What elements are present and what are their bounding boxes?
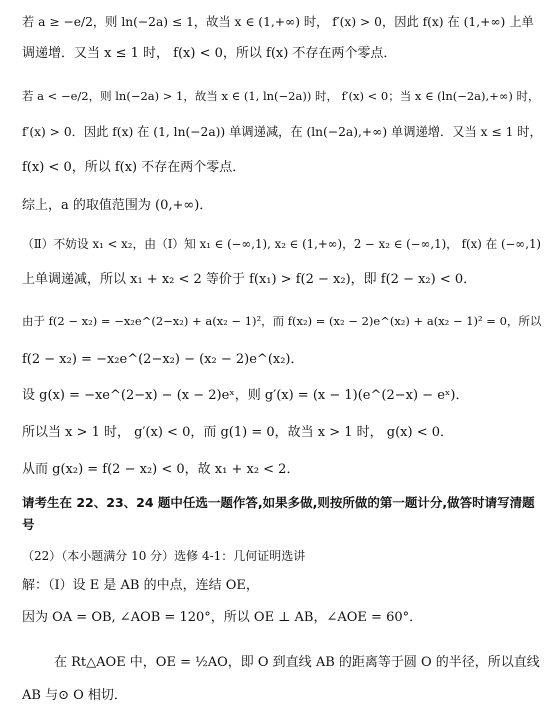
text-line-5: f(x) < 0，所以 f(x) 不存在两个零点． [22, 160, 246, 175]
instruction-line-2: 号 [22, 517, 35, 532]
text-line-2: 调递增．又当 x ≤ 1 时， f(x) < 0，所以 f(x) 不存在两个零点． [22, 46, 397, 61]
text-line-1: 若 a ≥ −e/2，则 ln(−2a) ≤ 1，故当 x ∈ (1,+∞) 时， f′(x) > 0，因此 f(x) 在 (1,+∞) 上单 [22, 15, 534, 29]
text-line-7: （Ⅱ）不妨设 x₁ < x₂，由（Ⅰ）知 x₁ ∈ (−∞,1), x₂ ∈ (1,+∞)，2 − x₂ ∈ (−∞,1)， f(x) 在 (−∞,1) [22, 237, 542, 251]
text-line-15: 因为 OA = OB, ∠AOB = 120°，所以 OE ⊥ AB，∠AOE = 60°． [22, 610, 423, 625]
text-line-9: 由于 f(2 − x₂) = −x₂e^(2−x₂) + a(x₂ − 1)²，而 f(x₂) = (x₂ − 2)e^(x₂) + a(x₂ − 1)² = 0，所以 [22, 314, 542, 328]
text-line-14: 解：（Ⅰ）设 E 是 AB 的中点，连结 OE， [22, 578, 259, 593]
text-line-17: AB 与⊙ O 相切． [22, 688, 127, 703]
section-heading: （22）（本小题满分 10 分）选修 4-1：几何证明选讲 [22, 549, 306, 563]
text-line-12: 所以当 x > 1 时， g′(x) < 0，而 g(1) = 0，故当 x > 1 时， g(x) < 0． [22, 425, 454, 440]
text-line-6: 综上，a 的取值范围为 (0,+∞)． [22, 198, 213, 213]
text-line-8: 上单调递减，所以 x₁ + x₂ < 2 等价于 f(x₁) > f(2 − x₂)，即 f(2 − x₂) < 0． [22, 272, 477, 287]
text-line-13: 从而 g(x₂) = f(2 − x₂) < 0，故 x₁ + x₂ < 2． [22, 462, 300, 477]
instruction-line-1: 请考生在 22、23、24 题中任选一题作答,如果多做,则按所做的第一题计分,做答时请写清题 [22, 495, 535, 510]
text-line-4: f′(x) > 0．因此 f(x) 在 (1, ln(−2a)) 单调递减，在 (ln(−2a),+∞) 单调递增．又当 x ≤ 1 时， [22, 125, 542, 139]
text-line-16: 在 Rt△AOE 中，OE = ½AO，即 O 到直线 AB 的距离等于圆 O 的半径，所以直线 [54, 655, 540, 670]
text-line-3: 若 a < −e/2，则 ln(−2a) > 1，故当 x ∈ (1, ln(−2a)) 时， f′(x) < 0；当 x ∈ (ln(−2a),+∞) 时， [22, 89, 540, 103]
text-line-10: f(2 − x₂) = −x₂e^(2−x₂) − (x₂ − 2)e^(x₂)． [22, 352, 304, 367]
text-line-11: 设 g(x) = −xe^(2−x) − (x − 2)eˣ，则 g′(x) = (x − 1)(e^(2−x) − eˣ)． [22, 388, 469, 403]
